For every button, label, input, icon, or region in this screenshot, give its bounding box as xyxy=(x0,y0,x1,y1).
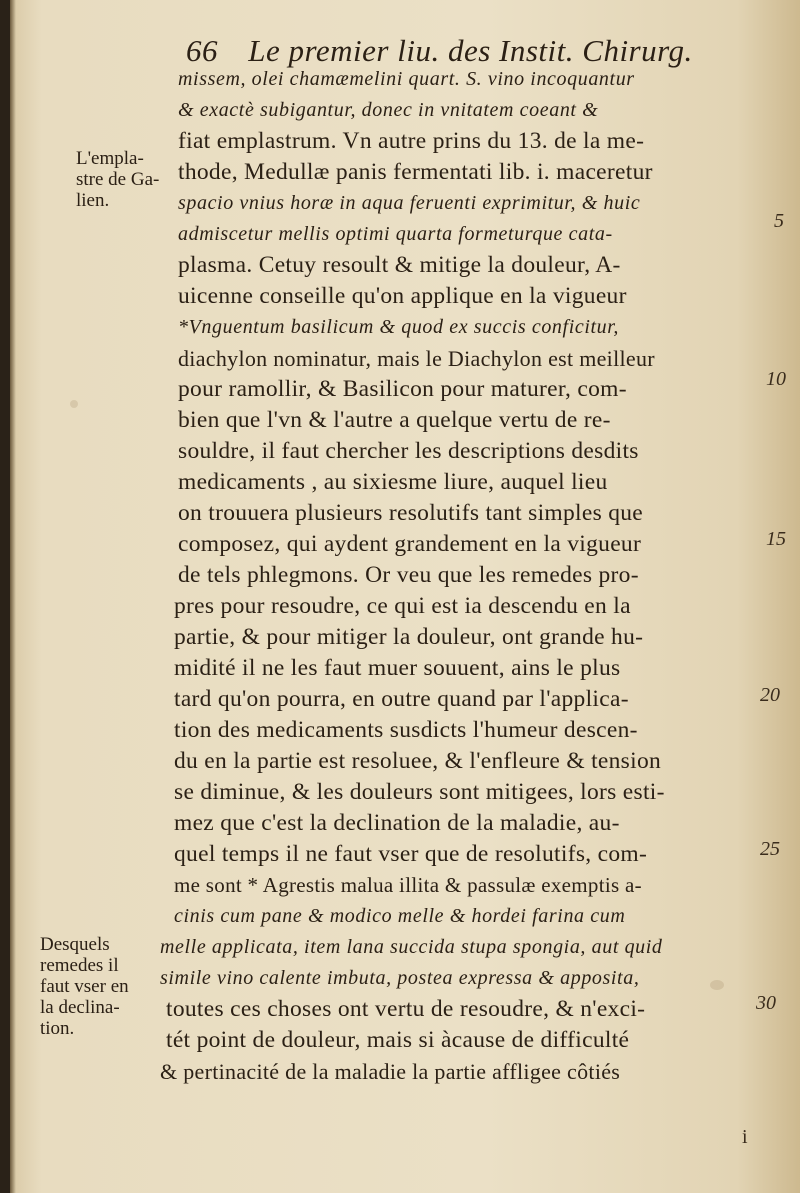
paper-stain xyxy=(70,400,78,408)
margin-note-line: L'empla- xyxy=(76,148,144,169)
text-line: pres pour resoudre, ce qui est ia descendu en la xyxy=(174,593,631,619)
margin-note-line: tion. xyxy=(40,1018,75,1039)
text-line: souldre, il faut chercher les descriptions desdits xyxy=(178,438,639,464)
margin-note-declination xyxy=(40,934,129,1039)
page-number: 66 xyxy=(186,33,218,68)
text-line: uicenne conseille qu'on applique en la vigueur xyxy=(178,283,627,309)
text-line: partie, & pour mitiger la douleur, ont grande hu- xyxy=(174,624,644,650)
line-number: 15 xyxy=(766,528,786,550)
margin-note-line: remedes il xyxy=(40,955,119,976)
text-line: simile vino calente imbuta, postea expressa & apposita, xyxy=(160,967,640,989)
running-title: Le premier liu. des Instit. Chirurg. xyxy=(248,33,693,68)
text-line: me sont * Agrestis malua illita & passulæ exemptis a- xyxy=(174,873,642,897)
text-line: medicaments , au sixiesme liure, auquel lieu xyxy=(178,469,608,495)
line-number: 5 xyxy=(774,210,784,232)
text-line: admiscetur mellis optimi quarta formeturque cata- xyxy=(178,223,613,245)
line-number: 10 xyxy=(766,368,786,390)
text-line: quel temps il ne faut vser que de resolutifs, com- xyxy=(174,841,648,867)
text-line: cinis cum pane & modico melle & hordei farina cum xyxy=(174,905,626,927)
text-line: mez que c'est la declination de la maladie, au- xyxy=(174,810,620,836)
margin-note-emplastre xyxy=(76,148,159,211)
text-line: se diminue, & les douleurs sont mitigees, lors esti- xyxy=(174,779,665,805)
text-line: thode, Medullæ panis fermentati lib. i. maceretur xyxy=(178,159,653,185)
text-line: tard qu'on pourra, en outre quand par l'applica- xyxy=(174,686,629,712)
main-text-block xyxy=(160,64,770,1087)
text-line: du en la partie est resoluee, & l'enfleure & tension xyxy=(174,748,662,774)
text-line: de tels phlegmons. Or veu que les remedes pro- xyxy=(178,562,639,588)
text-line: *Vnguentum basilicum & quod ex succis conficitur, xyxy=(178,316,620,338)
text-line: toutes ces choses ont vertu de resoudre, & n'exci- xyxy=(166,996,646,1022)
margin-note-line: la declina- xyxy=(40,997,120,1018)
footer-mark: i xyxy=(742,1126,748,1148)
text-line: missem, olei chamæmelini quart. S. vino incoquantur xyxy=(178,68,635,90)
line-number: 20 xyxy=(760,684,780,706)
text-line: bien que l'vn & l'autre a quelque vertu de re- xyxy=(178,407,611,433)
text-line: & pertinacité de la maladie la partie affligee côtiés xyxy=(160,1059,621,1084)
text-line: midité il ne les faut muer souuent, ains le plus xyxy=(174,655,621,681)
text-line: diachylon nominatur, mais le Diachylon est meilleur xyxy=(178,346,655,371)
text-line: fiat emplastrum. Vn autre prins du 13. de la me- xyxy=(178,128,645,154)
text-line: composez, qui aydent grandement en la vigueur xyxy=(178,531,642,557)
margin-note-line: stre de Ga- xyxy=(76,169,160,190)
text-line: tion des medicaments susdicts l'humeur descen- xyxy=(174,717,638,743)
text-line: melle applicata, item lana succida stupa spongia, aut quid xyxy=(160,936,663,958)
margin-note-line: faut vser en xyxy=(40,976,129,997)
book-page xyxy=(10,0,800,1193)
text-line: & exactè subigantur, donec in vnitatem coeant & xyxy=(178,99,599,121)
line-number: 30 xyxy=(756,992,776,1014)
text-line: spacio vnius horæ in aqua feruenti exprimitur, & huic xyxy=(178,192,641,214)
margin-note-line: Desquels xyxy=(40,934,110,955)
text-line: on trouuera plusieurs resolutifs tant simples que xyxy=(178,500,644,526)
text-line: plasma. Cetuy resoult & mitige la douleur, A- xyxy=(178,252,621,278)
text-line: tét point de douleur, mais si àcause de difficulté xyxy=(166,1027,630,1053)
text-line: pour ramollir, & Basilicon pour maturer, com- xyxy=(178,376,627,402)
margin-note-line: lien. xyxy=(76,190,110,211)
line-number: 25 xyxy=(760,838,780,860)
